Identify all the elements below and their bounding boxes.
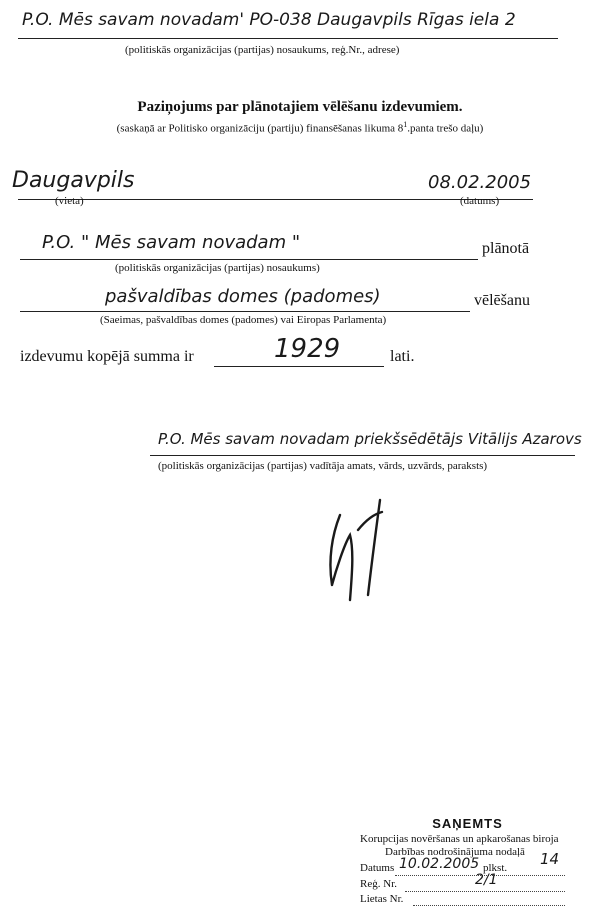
stamp-date-label: Datums	[360, 862, 395, 874]
sum-suffix: lati.	[390, 348, 415, 365]
stamp-time-value: 14	[540, 850, 560, 868]
document-title: Paziņojums par plānotajiem vēlēšanu izdevumiem.	[137, 99, 463, 115]
election-type-value: pašvaldības domes (padomes)	[105, 286, 381, 307]
date-caption: (datums)	[460, 195, 500, 207]
stamp-time-label: plkst.	[483, 862, 508, 874]
leader-caption: (politiskās organizācijas (partijas) vadītāja amats, vārds, uzvārds, paraksts)	[158, 460, 488, 472]
organization-name-caption: (politiskās organizācijas (partijas) nosaukums)	[115, 262, 320, 274]
stamp-case-label: Lietas Nr.	[360, 893, 404, 905]
date-value: 08.02.2005	[428, 172, 532, 193]
stamp-reg-value: 2/1	[475, 872, 498, 888]
sum-underline	[214, 366, 384, 367]
subtitle-text: (saskaņā ar Politisko organizāciju (partiju) finansēšanas likuma 8	[116, 122, 404, 135]
organization-name-underline	[20, 259, 478, 260]
sum-value: 1929	[274, 334, 341, 364]
organization-suffix: plānotā	[482, 240, 530, 257]
stamp-reg-label: Reģ. Nr.	[360, 878, 397, 890]
stamp-bureau: Korupcijas novēršanas un apkarošanas biroja	[360, 833, 559, 845]
election-type-suffix: vēlēšanu	[474, 292, 530, 309]
received-stamp	[355, 816, 600, 910]
stamp-title: SAŅEMTS	[432, 816, 503, 831]
place-value: Daugavpils	[12, 168, 135, 193]
header-caption: (politiskās organizācijas (partijas) nosaukums, reģ.Nr., adrese)	[125, 44, 400, 56]
signature-image	[310, 490, 420, 610]
stamp-case-line	[413, 905, 565, 906]
place-date-underline	[18, 199, 533, 200]
stamp-reg-line	[405, 891, 565, 892]
header-underline	[18, 38, 558, 39]
place-caption: (vieta)	[55, 195, 84, 207]
leader-value: P.O. Mēs savam novadam priekšsēdētājs Vitālijs Azarovs	[158, 430, 582, 448]
document-subtitle	[0, 120, 600, 135]
sum-prefix: izdevumu kopējā summa ir	[20, 348, 194, 365]
stamp-department: Darbības nodrošinājuma nodaļā	[385, 846, 525, 858]
subtitle-superscript: 1	[403, 120, 408, 129]
organization-name-value: P.O. " Mēs savam novadam "	[42, 232, 301, 253]
election-type-caption: (Saeimas, pašvaldības domes (padomes) vai Eiropas Parlamenta)	[100, 314, 387, 326]
stamp-date-value: 10.02.2005	[399, 856, 480, 872]
organization-header-value: P.O. Mēs savam novadam' PO-038 Daugavpils Rīgas iela 2	[22, 10, 516, 30]
leader-underline	[150, 455, 575, 456]
election-type-underline	[20, 311, 470, 312]
subtitle-tail: .panta trešo daļu)	[407, 122, 484, 135]
